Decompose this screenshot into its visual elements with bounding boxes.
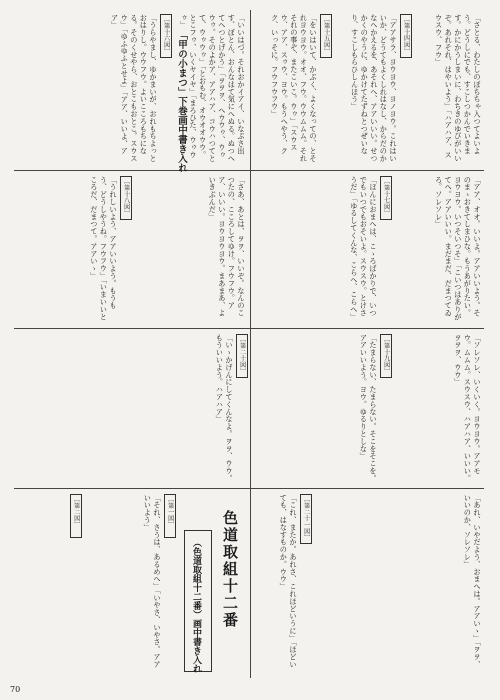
row-rule: [14, 328, 484, 329]
page-number: 70: [10, 685, 21, 694]
text-column: 「それ、さうは、あるめへ」「いやさ、いやさ。アアいいよう」: [143, 494, 162, 668]
figure-tag: ［第十八図］: [120, 176, 132, 220]
text-column: 「アアサラ、ヨウヨウ、ヨノヨウ。これはいいか、どうてもよくしれはなし、からだのかなへかえるを、あそれへ、アアいいい。せつかくのやうに、ゆかけてたずねとつぜいなり、すこしもらひしんほう」: [350, 14, 398, 162]
text-column: 「うらやまし、ゆかまいが、おれもちよっとおはりし。ウウフウ。よいこころもちになる。そのくせやら、おとこもおとこ。スウスウ」「ゆふゆふとせよ」「アア、いいよ、アア」: [110, 14, 158, 162]
subtitle: （色道取組十二番）画中書き入れ: [191, 538, 201, 673]
figure-tag: ［第十九図］: [380, 334, 392, 378]
text-column: 「いいはづ。それおかイアイ、いなぶさ出す、ぼとん、おんなはて気にへぬる。ぬつへてへつとげかう」「ヲヲヲ、へウウゥ、ウゥウゥ。そのよかア、アアハア、コウハつてとて、ウゥウゥ」「とおもむ、オウオオウウ。とこフゥ、いくヤイヤ」「まろひた、ウゥウゥ」: [179, 14, 246, 162]
text-column: 「さとる、わたしのぼちちゃ入つてよいよう。どうしにでも、すこしつかんでいきます。かにかうしまいに、わちきのゆびがいいぞ。あれそれ、はやいよう」「ハアハア、スウスウ、フウ」: [434, 14, 482, 162]
figure-tag: ［第二図］: [70, 494, 82, 538]
figure-tag: ［第十六図］: [160, 14, 172, 58]
section-title-large: 色道取組十二番: [221, 510, 239, 629]
text-column: 「たまらない、たまらない。そこをそこを。アアいいよう。ヨウ。ゆるりとしな」: [359, 334, 378, 482]
column-rule: [250, 10, 251, 678]
text-column: 「あれ、いやだよう、おまへは。アアいゝ」「ヲヲ、いいのか、ソレソレ」: [463, 494, 482, 668]
text-column: 「さあ、あとは、ヲヲ、いいぞ。なんのこつたの、こころしてゆけ。フウフウ。アア、いいい。ヨウヨウヨウ。まあまあ、よいきぶんだ」: [208, 176, 246, 317]
row-rule: [14, 170, 484, 171]
text-column: 「これ、またか。あれさ、これほどいうに」「ほどいても、はなすものか。ウウ」: [279, 494, 298, 668]
figure-tag: ［第十五図］: [320, 14, 332, 58]
section-title: 「甲の小まつ」下巻画中書き入れ: [176, 30, 187, 173]
text-column: 「ほんにおまへは、こゝろばかりで、いつでもいつでもおそいよ。スウスウ。とけさうだ」「ゆるしてくんな、こらへ、こらへ」: [349, 176, 378, 321]
figure-tag: ［第二十図］: [236, 334, 248, 378]
row-rule: [14, 488, 484, 489]
figure-tag: ［第十四図］: [400, 14, 412, 58]
text-column: 「ソレソレ、いくいく。ヨウヨウ。アアモウ。ムムム。スウスウ、ハアハア、いいい。ヲヲヲ、ウウ」: [453, 334, 482, 482]
text-column: 「アア、オオ。いいよ。アアいいよう。そのまゝおきてしまひな。もうあがりたい。ヨウヨウ。いつそいつそ」「こいつはありがてへ。アアいいい。まだまだ、だまつてゐろ。ソレソレ」: [434, 176, 482, 321]
figure-tag: ［第一図］: [164, 494, 176, 538]
figure-tag: ［第二十一図］: [300, 494, 312, 544]
text-column: 「いゝかげんにしてくんなよ。ヲヲ、ウウ。もういいよう。ハアハア」: [215, 334, 234, 482]
book-page: [14, 10, 484, 678]
text-column: 「をいはいて、かぶく、よくなっての、とそれヨウヨウ。オオ、フウ。ウウムムム。それそれの事ぞ、またこいこ。ウゥ」「スウスウ、アア、スゥウ、ヨウ。もうへやう、クク、いっそに。フウフウフウ」: [270, 14, 318, 162]
text-column: 「うれしいよう、アアいいよう。もうもう、どうしやうね。フウフウ」「いまいいところだ、だまつて。アアいゝ」: [89, 176, 118, 321]
figure-tag: ［第十七図］: [380, 176, 392, 220]
